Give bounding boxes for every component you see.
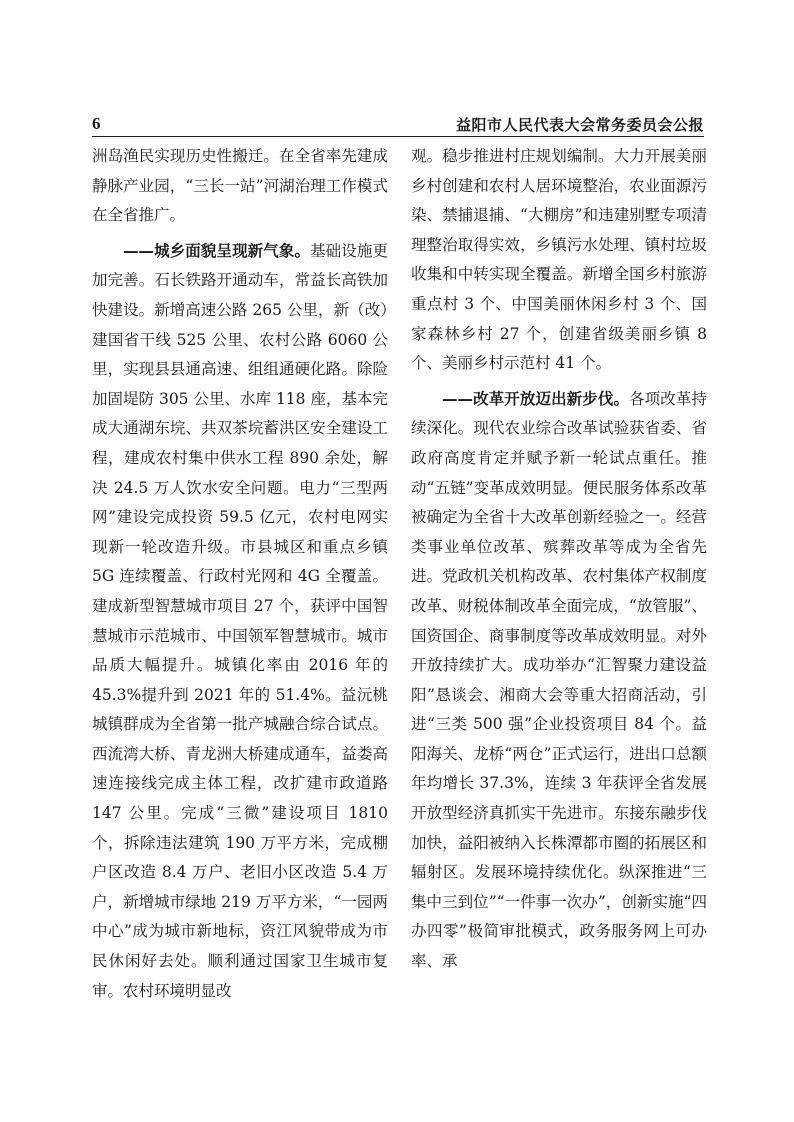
header-rule [92,136,704,137]
section-lead-reform-opening: ——改革开放迈出新步伐。 [442,389,630,408]
running-header [92,112,704,138]
paragraph-continued: 观。稳步推进村庄规划编制。大力开展美丽乡村创建和农村人居环境整治，农业面源污染、禁捕退捕、“大棚房”和违建别墅专项清理整治取得实效，乡镇污水处理、镇村垃圾收集和中转实现全覆盖。新增全国乡村旅游重点村 3 个、中国美丽休闲乡村 3 个、国家森林乡村 27 个，创建省级美丽乡镇 8 个、美丽乡村示范村 41 个。 [411,147,707,373]
paragraph-body: 各项改革持续深化。现代农业综合改革试验获省委、省政府高度肯定并赋予新一轮试点重任。推动“五链”变革成效明显。便民服务体系改革被确定为全省十大改革创新经验之一。经营类事业单位改革、殡葬改革等成为全省先进。党政机关机构改革、农村集体产权制度改革、财税体制改革全面完成，“放管服”、国资国企、商事制度等改革成效明显。对外开放持续扩大。成功举办“汇智聚力建设益阳”恳谈会、湘商大会等重大招商活动，引进“三类 500 强”企业投资项目 84 个。益阳海关、龙桥“两仓”正式运行，进出口总额年均增长 37.3%，连续 3 年获评全省发展开放型经济真抓实干先进市。东接东融步伐加快，益阳被纳入长株潭都市圈的拓展区和辐射区。发展环境持续优化。纵深推进“三集中三到位”“一件事一次办”，创新实施“四办四零”极简审批模式，政务服务网上可办率、承 [411,389,707,971]
left-column [92,142,388,1006]
journal-title: 益阳市人民代表大会常务委员会公报 [455,116,704,134]
right-column [411,142,707,977]
paragraph-reform-opening [411,385,707,977]
section-lead-urban-rural: ——城乡面貌呈现新气象。 [123,241,311,260]
paragraph-body: 基础设施更加完善。石长铁路开通动车，常益长高铁加快建设。新增高速公路 265 公里，新（改）建国省干线 525 公里、农村公路 6060 公里，实现县县通高速、组组通硬化路。除险加固堤防 305 公里、水库 118 座，基本完成大通湖东垸、共双茶垸蓄洪区安全建设工程，建成农村集中供水工程 890 余处，解决 24.5 万人饮水安全问题。电力“三型两网”建设完成投资 59.5 亿元，农村电网实现新一轮改造升级。市县城区和重点乡镇 5G 连续覆盖、行政村光网和 4G 全覆盖。建成新型智慧城市项目 27 个，获评中国智慧城市示范城市、中国领军智慧城市。城市品质大幅提升。城镇化率由 2016 年的 45.3%提升到 2021 年的 51.4%。益沅桃城镇群成为全省第一批产城融合综合试点。西流湾大桥、青龙洲大桥建成通车，益娄高速连接线完成主体工程，改扩建市政道路 147 公里。完成“三微”建设项目 1810 个，拆除违法建筑 190 万平方米，完成棚户区改造 8.4 万户、老旧小区改造 5.4 万户，新增城市绿地 219 万平方米，“一园两中心”成为城市新地标，资江风貌带成为市民休闲好去处。顺利通过国家卫生城市复审。农村环境明显改 [92,241,388,1000]
paragraph-continued: 洲岛渔民实现历史性搬迁。在全省率先建成静脉产业园，“三长一站”河湖治理工作模式在全省推广。 [92,147,388,225]
page-number: 6 [92,114,101,133]
paragraph-urban-rural [92,237,388,1006]
